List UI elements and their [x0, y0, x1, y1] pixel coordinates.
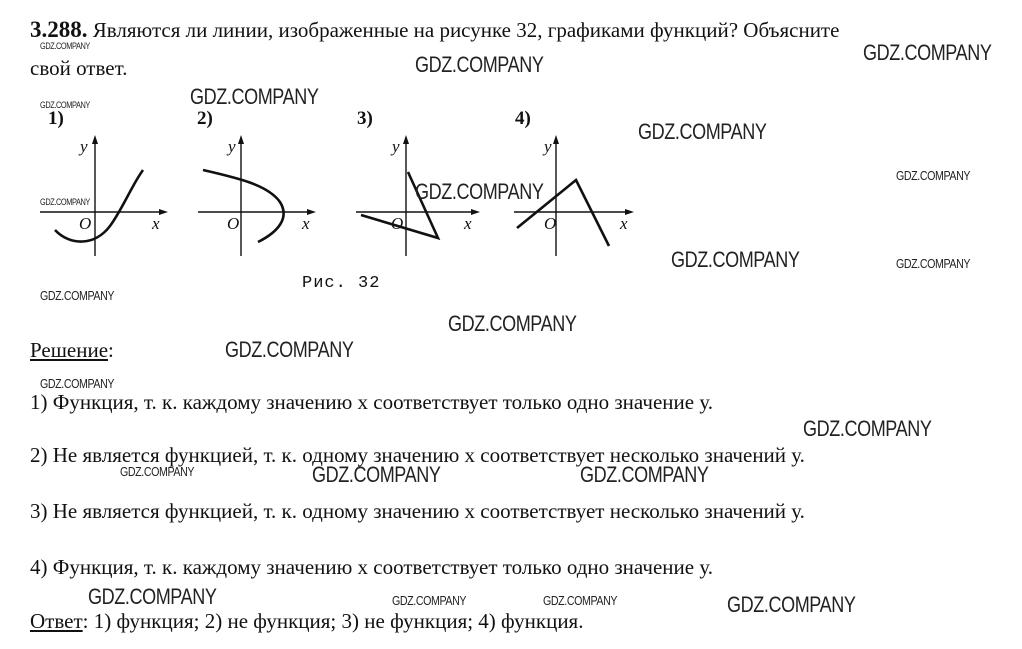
- watermark: GDZ.COMPANY: [580, 462, 709, 487]
- watermark: GDZ.COMPANY: [896, 256, 971, 271]
- graph-2: [198, 130, 328, 260]
- watermark: GDZ.COMPANY: [120, 464, 195, 479]
- task-number: 3.288.: [30, 17, 88, 42]
- task-question: Являются ли линии, изображенные на рисунке 32, графиками функций? Объясните: [92, 18, 840, 42]
- watermark: GDZ.COMPANY: [671, 247, 800, 272]
- graph-3-origin: O: [391, 214, 404, 233]
- figure-label-1: 1): [48, 108, 64, 129]
- graph-1-y-label: y: [80, 137, 88, 156]
- watermark: GDZ.COMPANY: [190, 84, 319, 109]
- graph-4-origin: O: [544, 214, 557, 233]
- solution-item-1: 1) Функция, т. к. каждому значению х соответствует только одно значение у.: [30, 390, 713, 414]
- watermark: GDZ.COMPANY: [40, 41, 90, 51]
- graph-1-x-label: x: [152, 214, 160, 233]
- watermark: GDZ.COMPANY: [40, 288, 115, 303]
- graph-1: [40, 130, 170, 260]
- graph-4-x-label: x: [620, 214, 628, 233]
- figure-label-2: 2): [197, 108, 213, 129]
- watermark: GDZ.COMPANY: [392, 593, 467, 608]
- solution-heading-colon: :: [108, 338, 114, 362]
- watermark: GDZ.COMPANY: [863, 40, 992, 65]
- solution-heading: [30, 338, 114, 362]
- graph-2-origin: O: [227, 214, 240, 233]
- solution-item-3: 3) Не является функцией, т. к. одному значению х соответствует несколько значений у.: [30, 499, 805, 523]
- solution-heading-label: Решение: [30, 338, 109, 362]
- solution-item-4: 4) Функция, т. к. каждому значению х соответствует только одно значение у.: [30, 555, 713, 579]
- answer-label: Ответ: [30, 609, 83, 633]
- task-line-2: свой ответ.: [30, 56, 128, 80]
- graph-4-y-label: y: [544, 137, 552, 156]
- watermark: GDZ.COMPANY: [448, 311, 577, 336]
- watermark: GDZ.COMPANY: [312, 462, 441, 487]
- task-line-1: [30, 18, 839, 42]
- watermark: GDZ.COMPANY: [415, 179, 544, 204]
- figure-label-4: 4): [515, 108, 531, 129]
- watermark: GDZ.COMPANY: [727, 592, 856, 617]
- watermark: GDZ.COMPANY: [543, 593, 618, 608]
- watermark: GDZ.COMPANY: [638, 119, 767, 144]
- watermark: GDZ.COMPANY: [415, 52, 544, 77]
- graph-2-y-label: y: [228, 137, 236, 156]
- watermark: GDZ.COMPANY: [40, 197, 90, 207]
- answer-line: [30, 609, 583, 633]
- graph-1-origin: O: [79, 214, 92, 233]
- graph-3-x-label: x: [464, 214, 472, 233]
- watermark: GDZ.COMPANY: [225, 337, 354, 362]
- answer-text: : 1) функция; 2) не функция; 3) не функция; 4) функция.: [82, 609, 584, 633]
- watermark: GDZ.COMPANY: [88, 584, 217, 609]
- solution-item-2: 2) Не является функцией, т. к. одному значению х соответствует несколько значений у.: [30, 443, 805, 467]
- figure-caption: Рис. 32: [302, 274, 381, 293]
- watermark: GDZ.COMPANY: [803, 416, 932, 441]
- watermark: GDZ.COMPANY: [40, 376, 115, 391]
- watermark: GDZ.COMPANY: [40, 100, 90, 110]
- watermark: GDZ.COMPANY: [896, 168, 971, 183]
- graph-3-y-label: y: [392, 137, 400, 156]
- figure-label-3: 3): [357, 108, 373, 129]
- graph-2-x-label: x: [302, 214, 310, 233]
